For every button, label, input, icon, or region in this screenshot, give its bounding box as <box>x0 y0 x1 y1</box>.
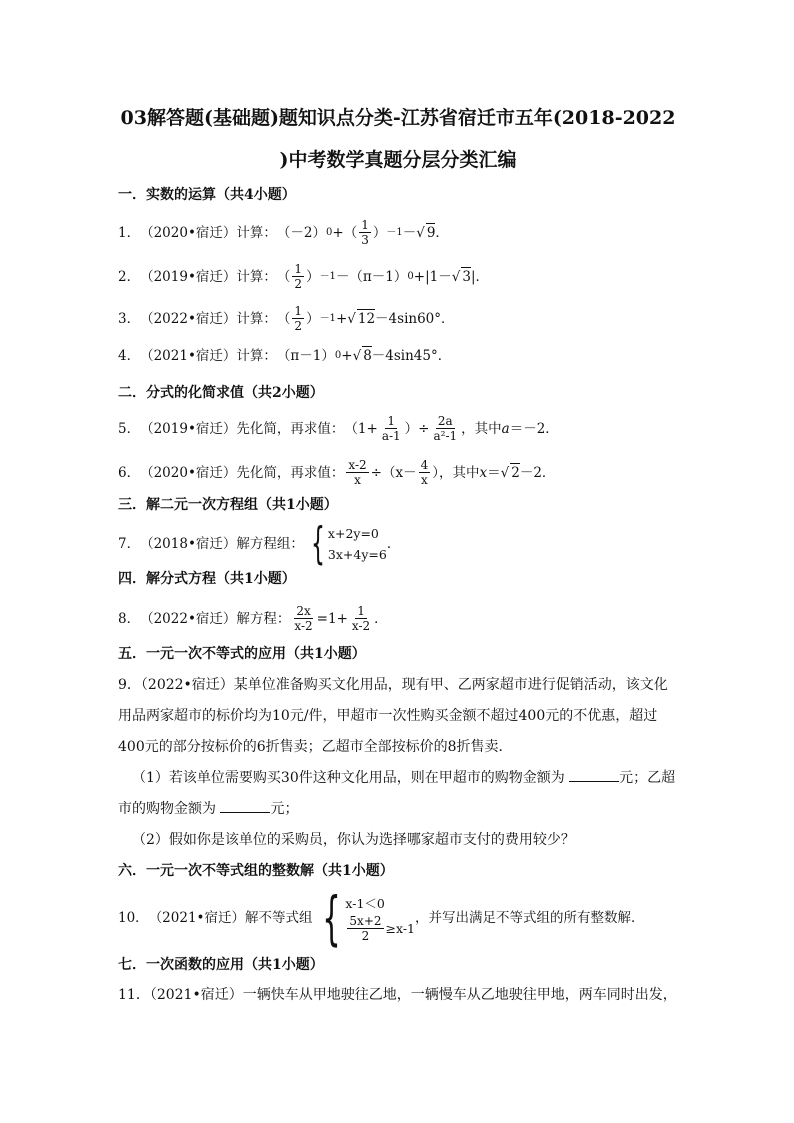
fraction: $\frac{x-2}{x}$ <box>348 458 367 487</box>
question-9-part2: （2）假如你是该单位的采购员，你认为选择哪家超市支付的费用较少？ <box>132 832 575 848</box>
question-2: 2． （2019•宿迁）计算： （ $\frac{1}{2}$ ） －1 －（π－1） 0 +|1－ √ 3 |． <box>118 262 489 291</box>
question-11: 11．（2021•宿迁）一辆快车从甲地驶往乙地，一辆慢车从乙地驶往甲地，两车同时出发， <box>118 987 677 1003</box>
question-8: 8． （2022•宿迁）解方程： $\frac{2x}{x-2}$ =1+ $\frac{1}{x-2}$ ． <box>118 604 388 633</box>
question-7: 7． （2018•宿迁）解方程组： { x+2y=0 3x+4y=6 ． <box>118 518 401 569</box>
question-1: 1． （2020•宿迁）计算： （－2） 0 +（ $\frac{1}{3}$ ） －1 － √ 9 ． <box>118 218 449 247</box>
answer-blank[interactable] <box>220 798 270 813</box>
section-heading-7: 七．一次函数的应用（共1小题） <box>118 957 324 973</box>
sqrt-icon: √ <box>352 347 362 364</box>
sqrt-icon: √ <box>347 310 356 327</box>
section-heading-2: 二．分式的化简求值（共2小题） <box>118 385 324 401</box>
page-title-line1: 03解答题(基础题)题知识点分类-江苏省宿迁市五年(2018-2022 <box>120 107 676 129</box>
fraction: $\frac{4}{x}$ <box>420 458 429 487</box>
question-number: 1． <box>118 224 141 241</box>
section-heading-5: 五．一元一次不等式的应用（共1小题） <box>118 646 366 662</box>
question-9-stem: 9．（2022•宿迁）某单位准备购买文化用品，现有甲、乙两家超市进行促销活动，该文化用品两家超市的标价均为10元/件，甲超市一次性购买金额不超过400元的不优惠，超过400元的部分按标价的6折售卖；乙超市全部按标价的8折售卖． <box>118 677 668 755</box>
question-3: 3． （2022•宿迁）计算： （ $\frac{1}{2}$ ） －1 + √ 12 －4sin60°． <box>118 304 455 333</box>
sqrt-icon: √ <box>451 268 461 285</box>
brace-icon: { <box>310 518 325 569</box>
sqrt-icon: √ <box>500 464 510 481</box>
fraction: $\frac{2a}{\text{a²-1}}$ <box>433 414 458 443</box>
brace-icon: { <box>321 884 341 952</box>
question-5: 5． （2019•宿迁）先化简，再求值： （1+ $\frac{1}{a-1}$ ）÷ $\frac{2a}{\text{a²-1}}$ ，其中 a ＝－2． <box>118 414 559 443</box>
fraction: $\frac{1}{x-2}$ <box>351 604 371 633</box>
question-source: （2020•宿迁）计算： <box>140 224 277 241</box>
answer-blank[interactable] <box>569 767 619 782</box>
page-title-line2: )中考数学真题分层分类汇编 <box>279 149 517 171</box>
fraction: $\frac{1}{2}$ <box>294 262 303 291</box>
section-heading-3: 三．解二元一次方程组（共1小题） <box>118 497 338 513</box>
sqrt-icon: √ <box>416 224 425 241</box>
question-6: 6． （2020•宿迁）先化简，再求值： $\frac{x-2}{x}$ ÷（x－ $\frac{4}{x}$ ），其中 x ＝ √ 2 －2． <box>118 458 556 487</box>
fraction: $\frac{1}{a-1}$ <box>381 414 401 443</box>
question-9-part1: （1）若该单位需要购买30件这种文化用品，则在甲超市的购物金额为 元；乙超市的购物金额为 元； <box>118 763 678 825</box>
equation-system: { x+2y=0 3x+4y=6 <box>310 518 387 569</box>
section-heading-6: 六．一元一次不等式组的整数解（共1小题） <box>118 863 394 879</box>
inequality-system: { x-1＜0 $\frac{5x+2}{2}$ ≥x-1 <box>321 884 415 952</box>
fraction: $\frac{1}{2}$ <box>294 304 303 333</box>
fraction: $\frac{1}{3}$ <box>361 218 369 247</box>
question-10: 10． （2021•宿迁）解不等式组 { x-1＜0 $\frac{5x+2}{2}$ ≥x-1 ，并写出满足不等式组的所有整数解． <box>118 884 645 952</box>
question-4: 4． （2021•宿迁）计算： （π－1） 0 + √ 8 －4sin45°． <box>118 347 452 364</box>
section-heading-4: 四．解分式方程（共1小题） <box>118 571 296 587</box>
section-heading-1: 一．实数的运算（共4小题） <box>118 187 296 203</box>
fraction: $\frac{2x}{x-2}$ <box>294 604 313 633</box>
question-9 <box>118 670 678 856</box>
